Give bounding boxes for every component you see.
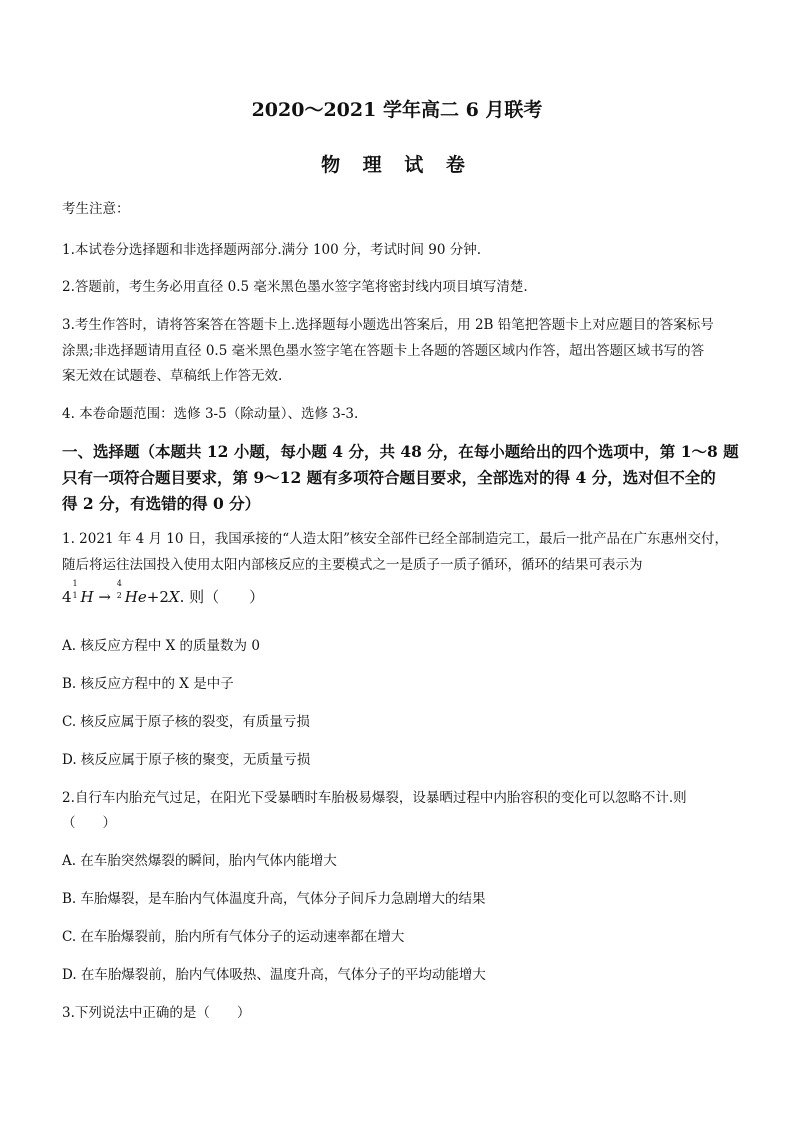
plus-coefficient: +2 bbox=[146, 588, 169, 606]
hydrogen-isotope-numbers bbox=[72, 579, 81, 602]
question-2-option-b: B. 车胎爆裂，是车胎内气体温度升高，气体分子间斥力急剧增大的结果 bbox=[62, 891, 486, 907]
x-symbol: X bbox=[168, 588, 180, 606]
helium-mass-number: 4 bbox=[116, 579, 122, 588]
exam-subject: 物 理 试 卷 bbox=[321, 154, 473, 176]
helium-charge-number: 2 bbox=[116, 591, 122, 600]
question-3-line-1: 3.下列说法中正确的是（ ） bbox=[62, 1005, 251, 1021]
question-1-line-2: 随后将运往法国投入使用太阳内部核反应的主要模式之一是质子一质子循环，循环的结果可表示为 bbox=[62, 557, 643, 573]
question-1-option-d: D. 核反应属于原子核的聚变，无质量亏损 bbox=[62, 752, 311, 768]
question-1-option-c: C. 核反应属于原子核的裂变，有质量亏损 bbox=[62, 714, 310, 730]
question-2-option-d: D. 在车胎爆裂前，胎内气体吸热、温度升高，气体分子的平均动能增大 bbox=[62, 967, 486, 983]
equation-tail: . 则（ ） bbox=[179, 588, 265, 606]
reaction-arrow: → bbox=[98, 588, 111, 606]
question-2-line-2: （ ） bbox=[62, 815, 116, 831]
equation-coefficient: 4 bbox=[62, 588, 72, 606]
question-1-line-1: 1. 2021 年 4 月 10 日，我国承接的“人造太阳”核安全部件已经全部制造完工，最后一批产品在广东惠州交付， bbox=[62, 531, 729, 547]
section-1-line-2: 只有一项符合题目要求，第 9～12 题有多项符合题目要求，全部选对的得 4 分，选对但不全的 bbox=[62, 468, 716, 487]
question-2-option-c: C. 在车胎爆裂前，胎内所有气体分子的运动速率都在增大 bbox=[62, 929, 405, 945]
section-1-line-1: 一、选择题（本题共 12 小题，每小题 4 分，共 48 分，在每小题给出的四个选项中，第 1～8 题 bbox=[62, 442, 739, 461]
question-2-line-1: 2.自行车内胎充气过足，在阳光下受暴晒时车胎极易爆裂，设暴晒过程中内胎容积的变化可以忽略不计.则 bbox=[62, 790, 687, 806]
note-3-line-3: 案无效在试题卷、草稿纸上作答无效. bbox=[62, 368, 283, 384]
note-2: 2.答题前，考生务必用直径 0.5 毫米黑色墨水签字笔将密封线内项目填写清楚. bbox=[62, 279, 528, 295]
question-1-option-a: A. 核反应方程中 X 的质量数为 0 bbox=[62, 638, 260, 654]
note-3-line-2: 涂黑;非选择题请用直径 0.5 毫米黑色墨水签字笔在答题卡上各题的答题区域内作答，超出答题区域书写的答 bbox=[62, 343, 705, 359]
notes-heading: 考生注意： bbox=[62, 201, 130, 217]
note-4: 4. 本卷命题范围：选修 3-5（除动量）、选修 3-3. bbox=[62, 406, 359, 422]
nuclear-equation bbox=[62, 579, 265, 608]
hydrogen-charge-number: 1 bbox=[72, 591, 78, 600]
note-3-line-1: 3.考生作答时，请将答案答在答题卡上.选择题每小题选出答案后，用 2B 铅笔把答题卡上对应题目的答案标号 bbox=[62, 317, 714, 333]
question-2-option-a: A. 在车胎突然爆裂的瞬间，胎内气体内能增大 bbox=[62, 853, 337, 869]
section-1-line-3: 得 2 分，有选错的得 0 分） bbox=[62, 494, 261, 513]
exam-title: 2020～2021 学年高二 6 月联考 bbox=[251, 99, 543, 121]
note-1: 1.本试卷分选择题和非选择题两部分.满分 100 分，考试时间 90 分钟. bbox=[62, 242, 482, 258]
hydrogen-symbol: H bbox=[80, 588, 94, 606]
hydrogen-mass-number: 1 bbox=[72, 579, 78, 588]
question-1-option-b: B. 核反应方程中的 X 是中子 bbox=[62, 676, 234, 692]
helium-isotope-numbers bbox=[116, 579, 125, 602]
helium-symbol: He bbox=[124, 588, 147, 606]
